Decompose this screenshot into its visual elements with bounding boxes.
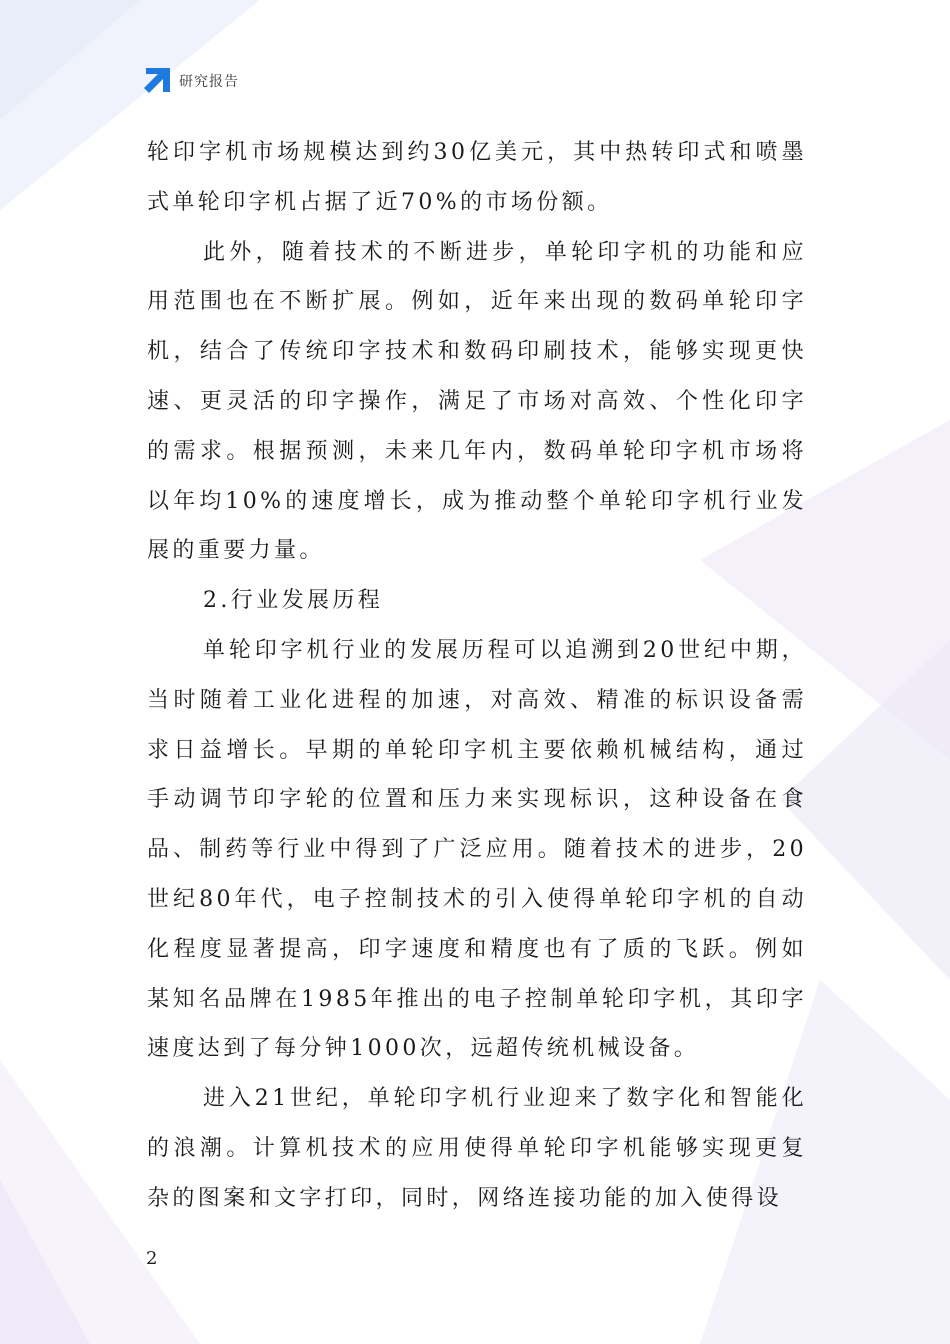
paragraph-market-share: 轮印字机市场规模达到约30亿美元，其中热转印式和喷墨式单轮印字机占据了近70%的市场份额。 <box>147 140 807 215</box>
document-body <box>147 128 807 1224</box>
arrow-logo-icon <box>144 68 170 94</box>
paragraph-digital-printer: 此外，随着技术的不断进步，单轮印字机的功能和应用范围也在不断扩展。例如，近年来出现的数码单轮印字机，结合了传统印字技术和数码印刷技术，能够实现更快速、更灵活的印字操作，满足了市场对高效、个性化印字的需求。根据预测，未来几年内，数码单轮印字机市场将以年均10%的速度增长，成为推动整个单轮印字机行业发展的重要力量。 <box>147 239 807 564</box>
page-number: 2 <box>146 1248 158 1269</box>
paragraph-history: 单轮印字机行业的发展历程可以追溯到20世纪中期，当时随着工业化进程的加速，对高效、精准的标识设备需求日益增长。早期的单轮印字机主要依赖机械结构，通过手动调节印字轮的位置和压力来实现标识，这种设备在食品、制药等行业中得到了广泛应用。随着技术的进步，20世纪80年代，电子控制技术的引入使得单轮印字机的自动化程度显著提高，印字速度和精度也有了质的飞跃。例如某知名品牌在1985年推出的电子控制单轮印字机，其印字速度达到了每分钟1000次，远超传统机械设备。 <box>147 637 807 1062</box>
report-header <box>144 66 239 96</box>
header-title: 研究报告 <box>179 74 239 90</box>
section-heading-history: 2.行业发展历程 <box>203 588 384 614</box>
paragraph-21st-century: 进入21世纪，单轮印字机行业迎来了数字化和智能化的浪潮。计算机技术的应用使得单轮印字机能够实现更复杂的图案和文字打印，同时，网络连接功能的加入使得设 <box>147 1086 807 1211</box>
